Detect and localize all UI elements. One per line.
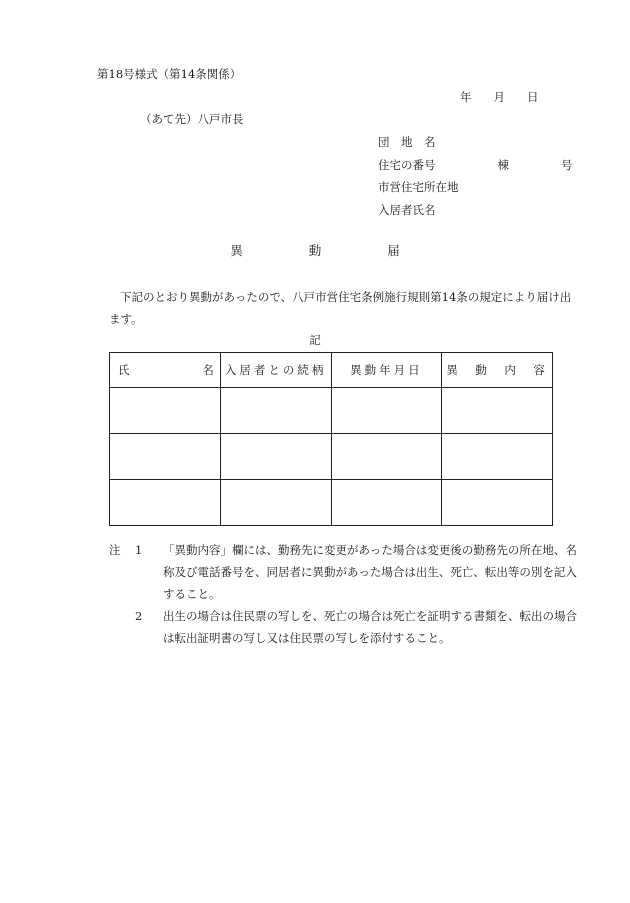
title-char-1: 異 xyxy=(230,243,243,258)
name-cell[interactable] xyxy=(110,434,221,480)
note-2-number: 2 xyxy=(135,609,143,623)
relation-cell[interactable] xyxy=(220,434,331,480)
notes xyxy=(109,539,579,649)
relation-cell[interactable] xyxy=(220,388,331,434)
applicant-block xyxy=(378,134,573,224)
content-cell[interactable] xyxy=(442,388,553,434)
table-row xyxy=(110,388,553,434)
date-cell[interactable] xyxy=(331,388,442,434)
date-year-label: 年 xyxy=(460,90,472,104)
resident-name-label: 入居者氏名 xyxy=(378,202,436,217)
house-number-row xyxy=(378,157,573,180)
col-relation-header: 入居者との続柄 xyxy=(220,353,331,388)
col-name-a: 氏 xyxy=(118,363,130,377)
note-2-text: 出生の場合は住民票の写しを、死亡の場合は死亡を証明する書類を、転出の場合は転出証明書の写し又は住民票の写しを添付すること。 xyxy=(163,609,577,645)
col-date-header: 異動年月日 xyxy=(331,353,442,388)
content-cell[interactable] xyxy=(442,480,553,526)
date-cell[interactable] xyxy=(331,434,442,480)
note-1-number: 1 xyxy=(135,543,143,557)
document-title xyxy=(0,241,630,259)
notes-label: 注 xyxy=(109,543,121,557)
number-label: 号 xyxy=(561,157,573,172)
date-month-label: 月 xyxy=(493,90,505,104)
col-name-b: 名 xyxy=(202,363,214,377)
title-char-3: 届 xyxy=(387,243,400,258)
ki-label: 記 xyxy=(309,333,321,347)
complex-name-label: 団 地 名 xyxy=(378,135,436,149)
table-row xyxy=(110,480,553,526)
table-header-row xyxy=(110,353,553,388)
col-name-header xyxy=(110,353,221,388)
name-cell[interactable] xyxy=(110,388,221,434)
note-1 xyxy=(109,539,579,605)
table-row xyxy=(110,434,553,480)
title-char-2: 動 xyxy=(308,243,322,258)
change-table xyxy=(109,352,553,526)
relation-cell[interactable] xyxy=(220,480,331,526)
date-cell[interactable] xyxy=(331,480,442,526)
addressee: （あて先）八戸市長 xyxy=(140,112,244,126)
house-number-label: 住宅の番号 xyxy=(378,157,436,172)
note-1-text: 「異動内容」欄には、勤務先に変更があった場合は変更後の勤務先の所在地、名称及び電話番号を、同居者に異動があった場合は出生、死亡、転出等の別を記入すること。 xyxy=(163,543,577,601)
form-number: 第18号様式（第14条関係） xyxy=(97,67,242,81)
body-text: 下記のとおり異動があったので、八戸市営住宅条例施行規則第14条の規定により届け出ます。 xyxy=(109,290,572,326)
date-day-label: 日 xyxy=(527,90,539,104)
address-label: 市営住宅所在地 xyxy=(378,180,459,195)
col-content-header: 異 動 内 容 xyxy=(442,353,553,388)
name-cell[interactable] xyxy=(110,480,221,526)
note-2 xyxy=(109,605,579,649)
building-label: 棟 xyxy=(497,157,509,172)
content-cell[interactable] xyxy=(442,434,553,480)
date-line xyxy=(460,89,539,105)
